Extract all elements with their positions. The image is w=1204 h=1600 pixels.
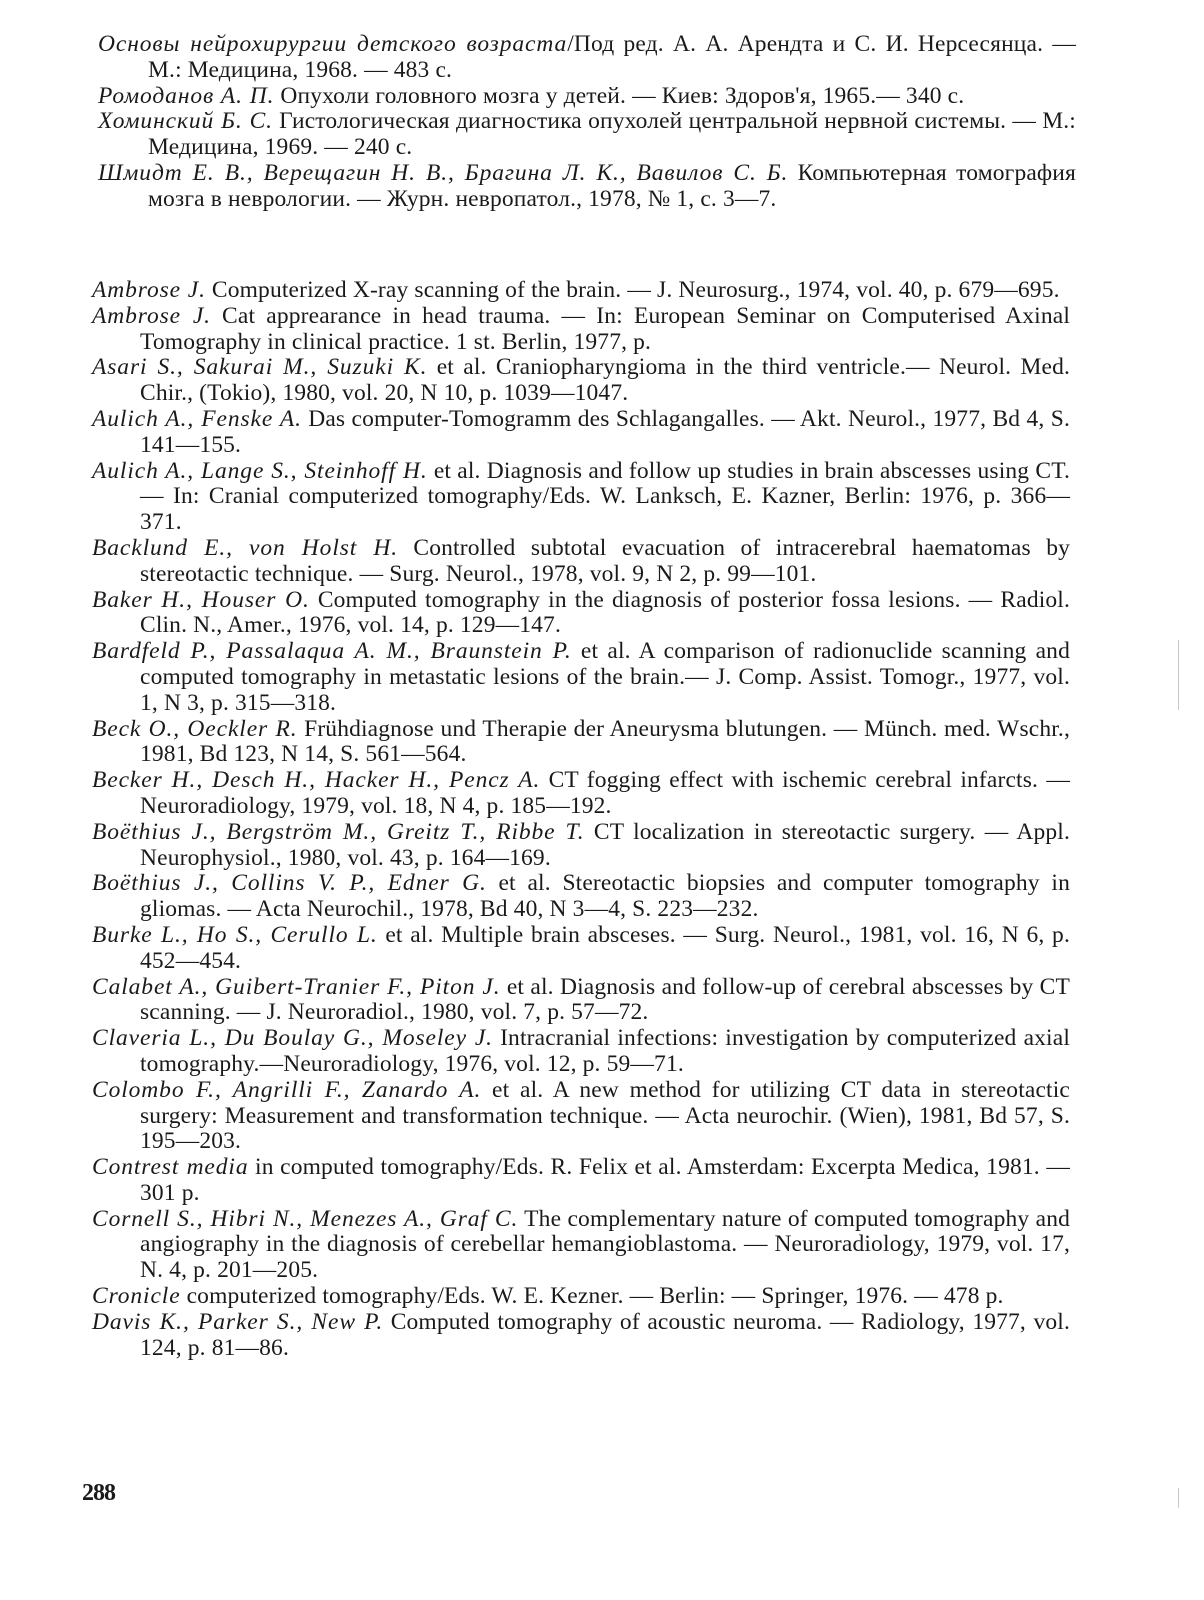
reference-author: Claveria L., Du Boulay G., Moseley J.: [92, 1025, 493, 1052]
page-number: 288: [82, 1480, 115, 1506]
reference-text: Cat apprearance in head trauma. — In: European Seminar on Computerised Axinal Tomography in clinical practice. 1 st. Berlin, 1977, p.: [140, 302, 1071, 355]
reference-text: et al. Multiple brain absceses. — Surg. Neurol., 1981, vol. 16, N 6, p. 452—454.: [140, 921, 1070, 974]
reference-author: Основы нейрохирургии детского возраста: [98, 31, 568, 57]
reference-entry: [0, 407, 1204, 459]
reference-text: Das computer-Tomogramm des Schlagangalles. — Akt. Neurol., 1977, Bd 4, S. 141—155.: [140, 405, 1070, 458]
reference-text: /Под ред. А. А. Арендта и С. И. Нерсесянца. — М.: Медицина, 1968. — 483 с.: [148, 31, 1076, 83]
reference-text: Гистологическая диагностика опухолей центральной нервной системы. — М.: Медицина, 1969. — 240 с.: [148, 108, 1076, 161]
russian-references: [0, 32, 1204, 213]
reference-text: Controlled subtotal evacuation of intracerebral haematomas by stereotactic technique. — Surg. Neurol., 1978, vol. 9, N 2, p. 99—101.: [140, 534, 1070, 587]
reference-text: The complementary nature of computed tomography and angiography in the diagnosis of cerebellar hemangioblastoma. — Neuroradiology, 1979, vol. 17, N. 4, p. 201—205.: [140, 1205, 1070, 1284]
reference-entry: [0, 109, 1204, 161]
reference-entry: [0, 1284, 1204, 1310]
reference-entry: [0, 717, 1204, 769]
reference-author: Asari S., Sakurai M., Suzuki K.: [92, 354, 428, 381]
reference-author: Burke L., Ho S., Cerullo L.: [92, 921, 378, 948]
reference-text: CT localization in stereotactic surgery. — Appl. Neurophysiol., 1980, vol. 43, p. 164—169.: [140, 818, 1070, 871]
reference-entry: [0, 820, 1204, 872]
reference-author: Davis K., Parker S., New P.: [92, 1308, 384, 1335]
reference-author: Calabet A., Guibert-Tranier F., Piton J.: [92, 973, 501, 1000]
reference-text: Intracranial infections: investigation by computerized axial tomography.—Neuroradiology, 1976, vol. 12, p. 59—71.: [140, 1025, 1070, 1077]
reference-text: et al. A comparison of radionuclide scanning and computed tomography in metastatic lesions of the brain.— J. Comp. Assist. Tomogr., 1977, vol. 1, N 3, p. 315—318.: [140, 638, 1070, 716]
reference-text: et al. A new method for utilizing CT data in stereotactic surgery: Measurement and transformation technique. — Acta neurochir. (Wien), 1981, Bd 57, S. 195—203.: [140, 1076, 1070, 1155]
reference-author: Colombo F., Angrilli F., Zanardo A.: [92, 1076, 482, 1103]
reference-entry: [0, 536, 1204, 588]
reference-entry: [0, 1026, 1204, 1078]
reference-entry: [0, 588, 1204, 640]
reference-entry: [0, 304, 1204, 356]
reference-author: Bardfeld P., Passalaqua A. M., Braunstein P.: [92, 638, 572, 665]
reference-text: Computerized X-ray scanning of the brain. — J. Neurosurg., 1974, vol. 40, p. 679—695.: [205, 277, 1060, 303]
reference-author: Ambrose J.: [92, 277, 206, 303]
reference-text: Frühdiagnose und Therapie der Aneurysma blutungen. — Münch. med. Wschr., 1981, Bd 123, N 14, S. 561—564.: [140, 715, 1070, 768]
reference-author: Boëthius J., Bergström M., Greitz T., Ribbe T.: [92, 818, 585, 845]
reference-text: computerized tomography/Eds. W. E. Kezner. — Berlin: — Springer, 1976. — 478 p.: [180, 1283, 1004, 1310]
reference-entry: [0, 32, 1204, 84]
reference-entry: [0, 871, 1204, 923]
reference-text: Computed tomography of acoustic neuroma. — Radiology, 1977, vol. 124, p. 81—86.: [140, 1308, 1070, 1361]
reference-author: Ambrose J.: [92, 302, 211, 329]
reference-entry: [0, 355, 1204, 407]
reference-author: Beck O., Oeckler R.: [92, 715, 298, 742]
reference-entry: [0, 1310, 1204, 1362]
reference-author: Contrest media: [92, 1154, 249, 1181]
scan-margin-mark: [1178, 640, 1179, 710]
reference-author: Boëthius J., Collins V. P., Edner G.: [92, 870, 487, 897]
reference-entry: [0, 84, 1204, 110]
reference-entry: [0, 923, 1204, 975]
reference-author: Шмидт Е. В., Верещагин Н. В., Брагина Л. К., Вавилов С. Б.: [98, 159, 789, 186]
reference-author: Baker H., Houser O.: [92, 586, 310, 613]
reference-entry: [0, 278, 1204, 304]
reference-entry: [0, 1155, 1204, 1207]
reference-text: et al. Diagnosis and follow-up of cerebral abscesses by CT scanning. — J. Neuroradiol., 1980, vol. 7, p. 57—72.: [140, 973, 1070, 1026]
reference-author: Cornell S., Hibri N., Menezes A., Graf C.: [92, 1205, 519, 1232]
reference-text: Опухоли головного мозга у детей. — Киев: Здоров'я, 1965.— 340 с.: [274, 82, 965, 109]
reference-author: Aulich A., Lange S., Steinhoff H.: [92, 457, 428, 484]
reference-author: Backlund E., von Holst H.: [92, 534, 399, 561]
reference-entry: [0, 1207, 1204, 1284]
reference-entry: [0, 459, 1204, 536]
reference-author: Aulich A., Fenske A.: [92, 405, 302, 432]
reference-entry: [0, 1078, 1204, 1155]
reference-text: in computed tomography/Eds. R. Felix et al. Amsterdam: Excerpta Medica, 1981. — 301 p.: [140, 1154, 1070, 1206]
reference-author: Cronicle: [92, 1283, 181, 1310]
reference-text: Компьютерная томография мозга в неврологии. — Журн. невропатол., 1978, № 1, с. 3—7.: [148, 159, 1076, 212]
reference-text: et al. Stereotactic biopsies and computer tomography in gliomas. — Acta Neurochil., 1978, Bd 40, N 3—4, S. 223—232.: [140, 870, 1070, 923]
reference-entry: [0, 161, 1204, 213]
reference-author: Becker H., Desch H., Hacker H., Pencz A.: [92, 767, 541, 794]
latin-references: [0, 278, 1204, 1361]
reference-entry: [0, 639, 1204, 716]
reference-author: Ромоданов А. П.: [98, 82, 275, 109]
reference-text: CT fogging effect with ischemic cerebral infarcts. — Neuroradiology, 1979, vol. 18, N 4, p. 185—192.: [140, 767, 1070, 819]
scan-margin-mark: [1178, 1488, 1179, 1508]
reference-entry: [0, 768, 1204, 820]
reference-text: et al. Diagnosis and follow up studies in brain abscesses using CT. — In: Cranial computerized tomography/Eds. W. Lanksch, E. Kazner, Berlin: 1976, p. 366—371.: [140, 457, 1070, 536]
reference-author: Хоминский Б. С.: [98, 108, 273, 135]
reference-entry: [0, 975, 1204, 1027]
reference-text: et al. Craniopharyngioma in the third ventricle.— Neurol. Med. Chir., (Tokio), 1980, vol. 20, N 10, p. 1039—1047.: [140, 354, 1070, 407]
reference-text: Computed tomography in the diagnosis of posterior fossa lesions. — Radiol. Clin. N., Amer., 1976, vol. 14, p. 129—147.: [140, 586, 1070, 639]
